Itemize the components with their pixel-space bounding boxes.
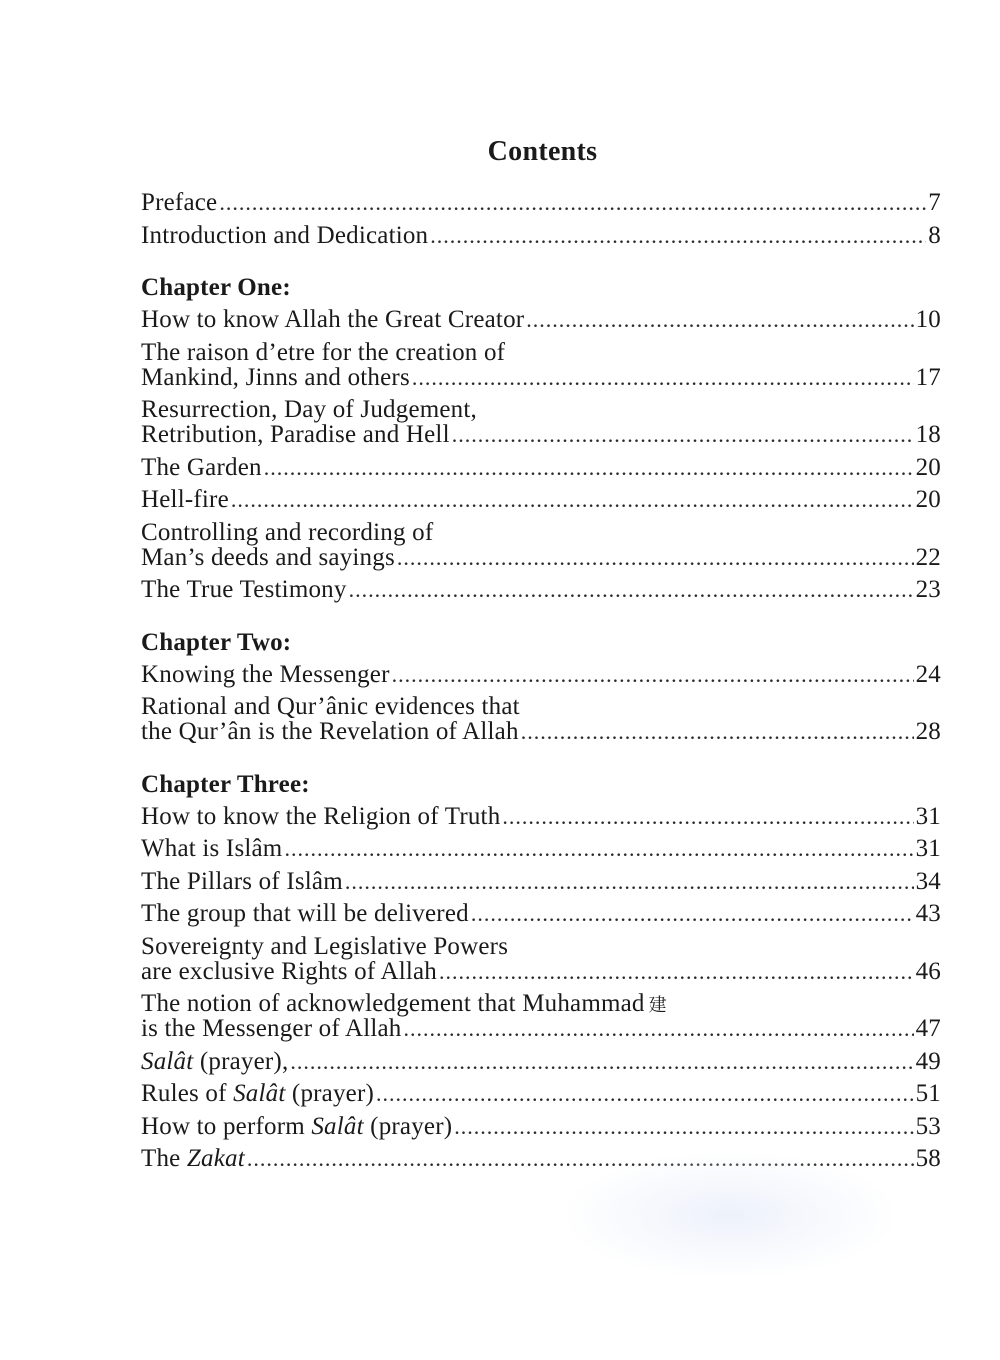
toc-entry[interactable]: Introduction and Dedication ..... 8 [141, 223, 941, 256]
page-number: 24 [915, 660, 941, 688]
toc-entry[interactable]: How to know Allah the Great Creator ..... 10 [141, 307, 941, 340]
toc-entry-line1: The raison d’etre for the creation of [141, 338, 506, 366]
page-number: 58 [915, 1145, 941, 1172]
page-number: 31 [915, 835, 941, 862]
page-number: 10 [915, 306, 941, 333]
page-number: 17 [915, 363, 941, 391]
toc-entry[interactable]: The group that will be delivered ..... 43 [141, 901, 941, 934]
page-number: 34 [915, 867, 941, 895]
page-number: 7 [928, 189, 941, 216]
toc-entry-line1: The notion of acknowledgement that Muhammad 建 [141, 990, 667, 1017]
page-number: 28 [915, 718, 941, 745]
toc-entry[interactable]: Salât (prayer), ..... 49 [141, 1049, 941, 1082]
page-number: 46 [915, 957, 941, 985]
table-of-contents [141, 190, 941, 1179]
chapter-heading: Chapter Two: [141, 628, 292, 656]
toc-entry-line1: Rational and Qur’ânic evidences that [141, 693, 520, 720]
toc-entry-line1: Controlling and recording of [141, 518, 434, 546]
show-through-smudge [560, 1150, 900, 1280]
chapter-heading: Chapter One: [141, 274, 291, 301]
page-number: 20 [915, 486, 941, 513]
page-number: 22 [915, 543, 941, 571]
toc-entry[interactable]: Mankind, Jinns and others ..... 17 [141, 365, 941, 398]
page-number: 49 [915, 1047, 941, 1075]
salutation-seal-icon: 建 [648, 995, 667, 1015]
toc-entry[interactable]: Man’s deeds and sayings ..... 22 [141, 545, 941, 578]
chapter-heading: Chapter Three: [141, 770, 310, 798]
page-number: 23 [915, 576, 941, 603]
toc-entry[interactable]: The Garden ..... 20 [141, 455, 941, 488]
page-number: 51 [915, 1080, 941, 1107]
page-number: 18 [915, 421, 941, 448]
toc-entry[interactable]: Knowing the Messenger ..... 24 [141, 662, 941, 695]
toc-entry-line1: Sovereignty and Legislative Powers [141, 932, 509, 960]
toc-entry[interactable]: Retribution, Paradise and Hell ..... 18 [141, 422, 941, 455]
toc-entry[interactable]: are exclusive Rights of Allah ..... 46 [141, 959, 941, 992]
page-number: 43 [915, 900, 941, 927]
toc-entry[interactable]: is the Messenger of Allah ..... 47 [141, 1016, 941, 1049]
page-number: 8 [928, 221, 941, 249]
toc-entry[interactable]: How to know the Religion of Truth ..... 31 [141, 804, 941, 837]
toc-entry[interactable]: Rules of Salât (prayer) ..... 51 [141, 1081, 941, 1114]
page-number: 47 [915, 1015, 941, 1042]
toc-entry[interactable]: How to perform Salât (prayer) ..... 53 [141, 1114, 941, 1147]
page-number: 20 [915, 453, 941, 481]
toc-entry[interactable]: the Qur’ân is the Revelation of Allah ..... 28 [141, 719, 941, 752]
page-number: 53 [915, 1112, 941, 1140]
toc-entry-line1: Resurrection, Day of Judgement, [141, 396, 477, 423]
toc-entry[interactable]: Hell-fire ..... 20 [141, 487, 941, 520]
page-number: 31 [915, 802, 941, 830]
toc-entry[interactable]: The Pillars of Islâm ..... 34 [141, 869, 941, 902]
contents-title: Contents [487, 136, 598, 167]
toc-entry[interactable]: The Zakat ..... 58 [141, 1146, 941, 1179]
toc-entry[interactable]: What is Islâm ..... 31 [141, 836, 941, 869]
toc-entry[interactable]: The True Testimony ..... 23 [141, 577, 941, 610]
toc-entry[interactable]: Preface ..... 7 [141, 190, 941, 223]
